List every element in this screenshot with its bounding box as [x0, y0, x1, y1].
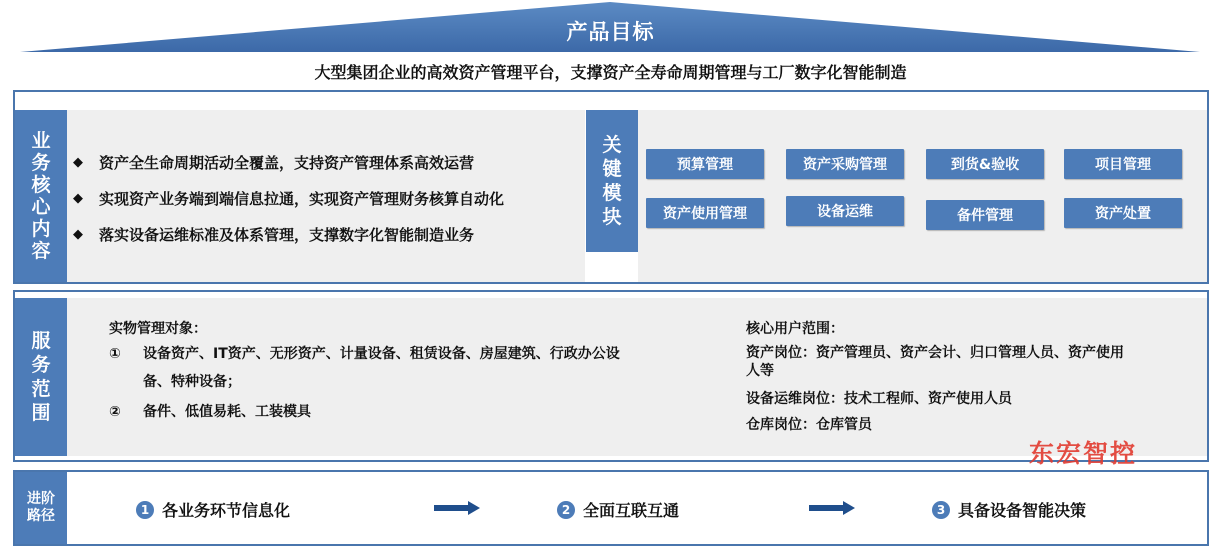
user-role-item-continued: 人等 [746, 363, 774, 379]
core-bullet-list [73, 150, 504, 258]
core-bullet-item: ◆ 落实设备运维标准及体系管理，支撑数字化智能制造业务 [73, 225, 475, 244]
advancement-path-section [13, 470, 1209, 546]
key-modules-panel [638, 110, 1207, 282]
watermark-logo-text: 东宏智控 [1029, 439, 1138, 468]
object-item: ② 备件、低值易耗、工装模具 [109, 404, 311, 420]
number-badge-icon: 2 [557, 501, 575, 519]
module-budget: 预算管理 [646, 149, 764, 179]
diamond-icon: ◆ [73, 190, 83, 206]
users-title: 核心用户范围： [746, 321, 844, 337]
module-spare-parts: 备件管理 [926, 200, 1044, 230]
object-item-continued: 备、特种设备； [143, 374, 241, 390]
path-step-2: 2 全面互联互通 [557, 498, 679, 521]
core-bullet-item: ◆ 资产全生命周期活动全覆盖，支持资产管理体系高效运营 [73, 153, 475, 172]
service-scope-label: 服 务 范 围 [15, 298, 67, 456]
core-content-label: 业 务 核 心 内 容 [15, 110, 67, 282]
diamond-icon: ◆ [73, 226, 83, 242]
path-step-1: 1 各业务环节信息化 [136, 498, 290, 521]
number-badge-icon: 3 [932, 501, 950, 519]
right-arrow-icon [809, 500, 855, 516]
number-badge-icon: 1 [136, 501, 154, 519]
core-content-section [13, 90, 1209, 284]
user-role-item: 资产岗位：资产管理员、资产会计、归口管理人员、资产使用 [746, 345, 1124, 361]
key-modules-label: 关 键 模 块 [586, 110, 638, 252]
module-asset-disposal: 资产处置 [1064, 198, 1182, 228]
module-asset-usage: 资产使用管理 [646, 198, 764, 228]
page-title: 产品目标 [566, 20, 655, 44]
path-step-3: 3 具备设备智能决策 [932, 498, 1086, 521]
user-role-item: 仓库岗位：仓库管员 [746, 417, 872, 433]
module-asset-procurement: 资产采购管理 [786, 149, 904, 179]
module-project: 项目管理 [1064, 149, 1182, 179]
module-equipment-maintenance: 设备运维 [786, 196, 904, 226]
right-arrow-icon [434, 500, 480, 516]
object-item: ① 设备资产、IT资产、无形资产、计量设备、租赁设备、房屋建筑、行政办公设 [109, 346, 620, 362]
advancement-path-label: 进阶 路径 [15, 472, 67, 544]
objects-title: 实物管理对象： [109, 321, 207, 337]
service-scope-section [13, 290, 1209, 468]
page-subtitle: 大型集团企业的高效资产管理平台，支撑资产全寿命周期管理与工厂数字化智能制造 [314, 63, 907, 82]
user-role-item: 设备运维岗位：技术工程师、资产使用人员 [746, 391, 1012, 407]
module-arrival-acceptance: 到货&验收 [926, 149, 1044, 179]
diamond-icon: ◆ [73, 154, 83, 170]
core-bullet-item: ◆ 实现资产业务端到端信息拉通，实现资产管理财务核算自动化 [73, 189, 505, 208]
